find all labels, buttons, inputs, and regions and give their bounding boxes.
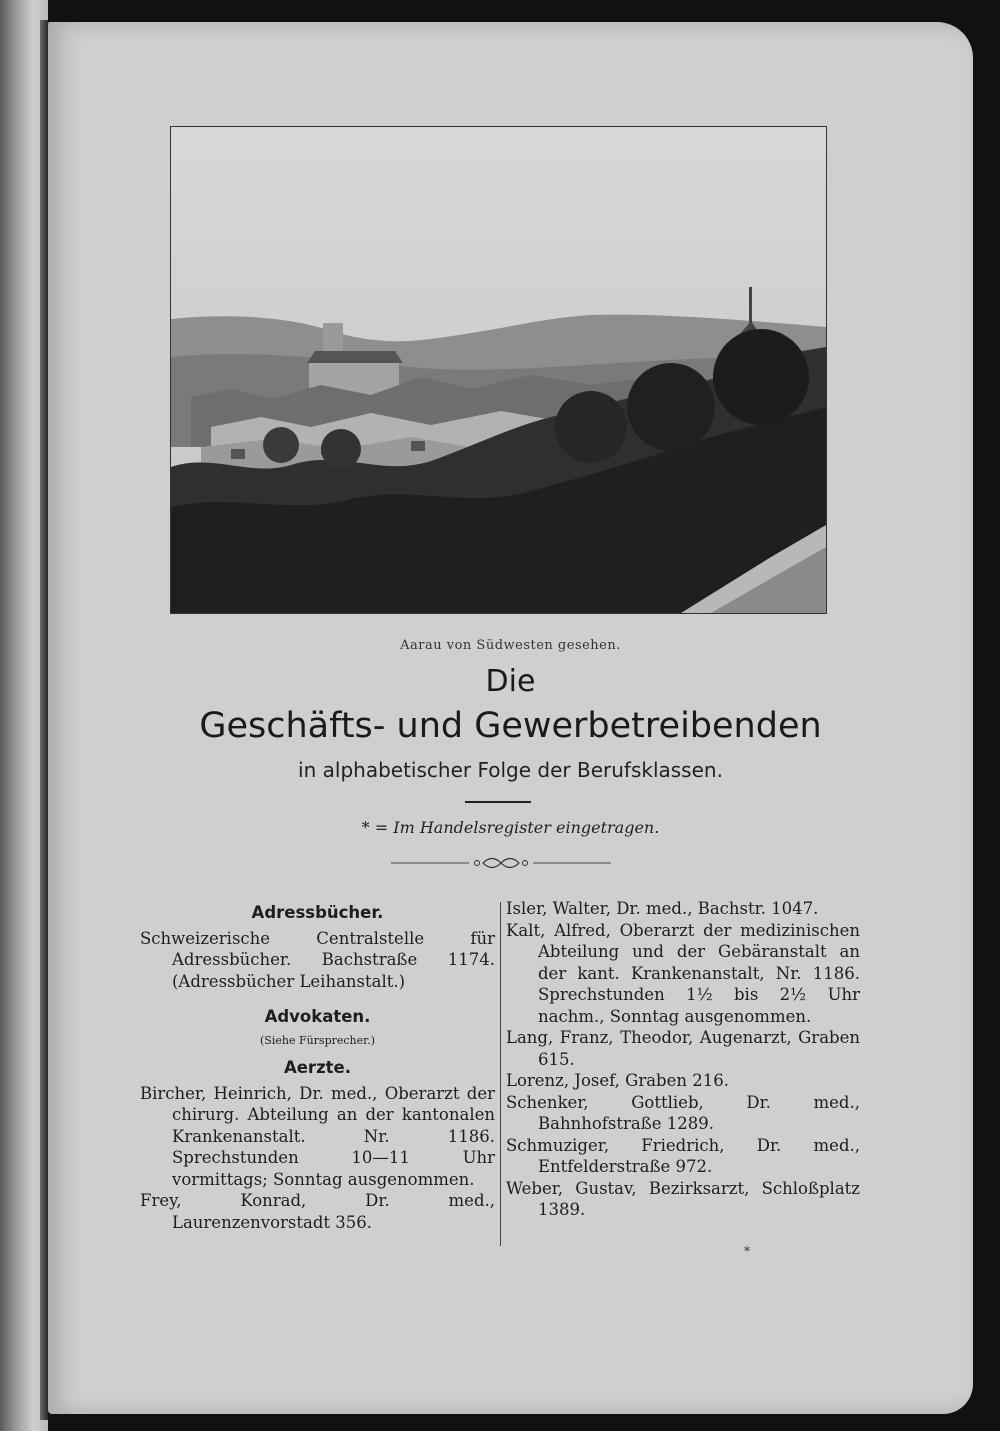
list-item: Kalt, Alfred, Oberarzt der medizinischen Abteilung und der Gebäranstalt an der kant. Krankenanstalt, Nr. 1186. Sprechstunden 1½ bis 2½ Uhr nachm., Sonntag ausgenommen.	[506, 920, 860, 1026]
list-item: Isler, Walter, Dr. med., Bachstr. 1047.	[506, 899, 819, 918]
spine-edge	[40, 20, 48, 1420]
list-item: Frey, Konrad, Dr. med., Laurenzenvorstadt 356.	[140, 1191, 495, 1232]
heading-die: Die	[485, 664, 536, 699]
left-column	[140, 898, 495, 1233]
list-item: Schmuziger, Friedrich, Dr. med., Entfelderstraße 972.	[506, 1135, 860, 1176]
register-note: * = Im Handelsregister eingetragen.	[361, 818, 660, 837]
page-subtitle: in alphabetischer Folge der Berufsklassen.	[298, 758, 723, 782]
right-column	[506, 898, 860, 1221]
page-title: Geschäfts- und Gewerbetreibenden	[199, 706, 822, 746]
list-item: Lang, Franz, Theodor, Augenarzt, Graben 615.	[506, 1028, 860, 1069]
list-item: Schenker, Gottlieb, Dr. med., Bahnhofstraße 1289.	[506, 1092, 860, 1133]
column-divider	[500, 902, 501, 1246]
title-rule	[465, 801, 531, 803]
book-page	[48, 22, 973, 1414]
section-title-aerzte: Aerzte.	[283, 1058, 352, 1077]
town-photograph	[170, 126, 827, 614]
list-item: Lorenz, Josef, Graben 216.	[506, 1071, 729, 1090]
photo-caption: Aarau von Südwesten gesehen.	[400, 638, 621, 653]
footer-asterisk: *	[744, 1244, 750, 1258]
list-item: Bircher, Heinrich, Dr. med., Oberarzt der chirurg. Abteilung an der kantonalen Krankenanstalt. Nr. 1186. Sprechstunden 10—11 Uhr vormittags; Sonntag ausgenommen.	[140, 1083, 495, 1189]
section-title-advokaten: Advokaten.	[264, 1007, 371, 1026]
ornament-divider	[391, 856, 611, 870]
section-note-advokaten: (Siehe Fürsprecher.)	[260, 1033, 375, 1047]
list-item: Schweizerische Centralstelle für Adressbücher. Bachstraße 1174. (Adressbücher Leihanstalt.)	[140, 928, 495, 991]
section-title-adressbuecher: Adressbücher.	[251, 903, 384, 922]
list-item: Weber, Gustav, Bezirksarzt, Schloßplatz 1389.	[506, 1178, 860, 1219]
